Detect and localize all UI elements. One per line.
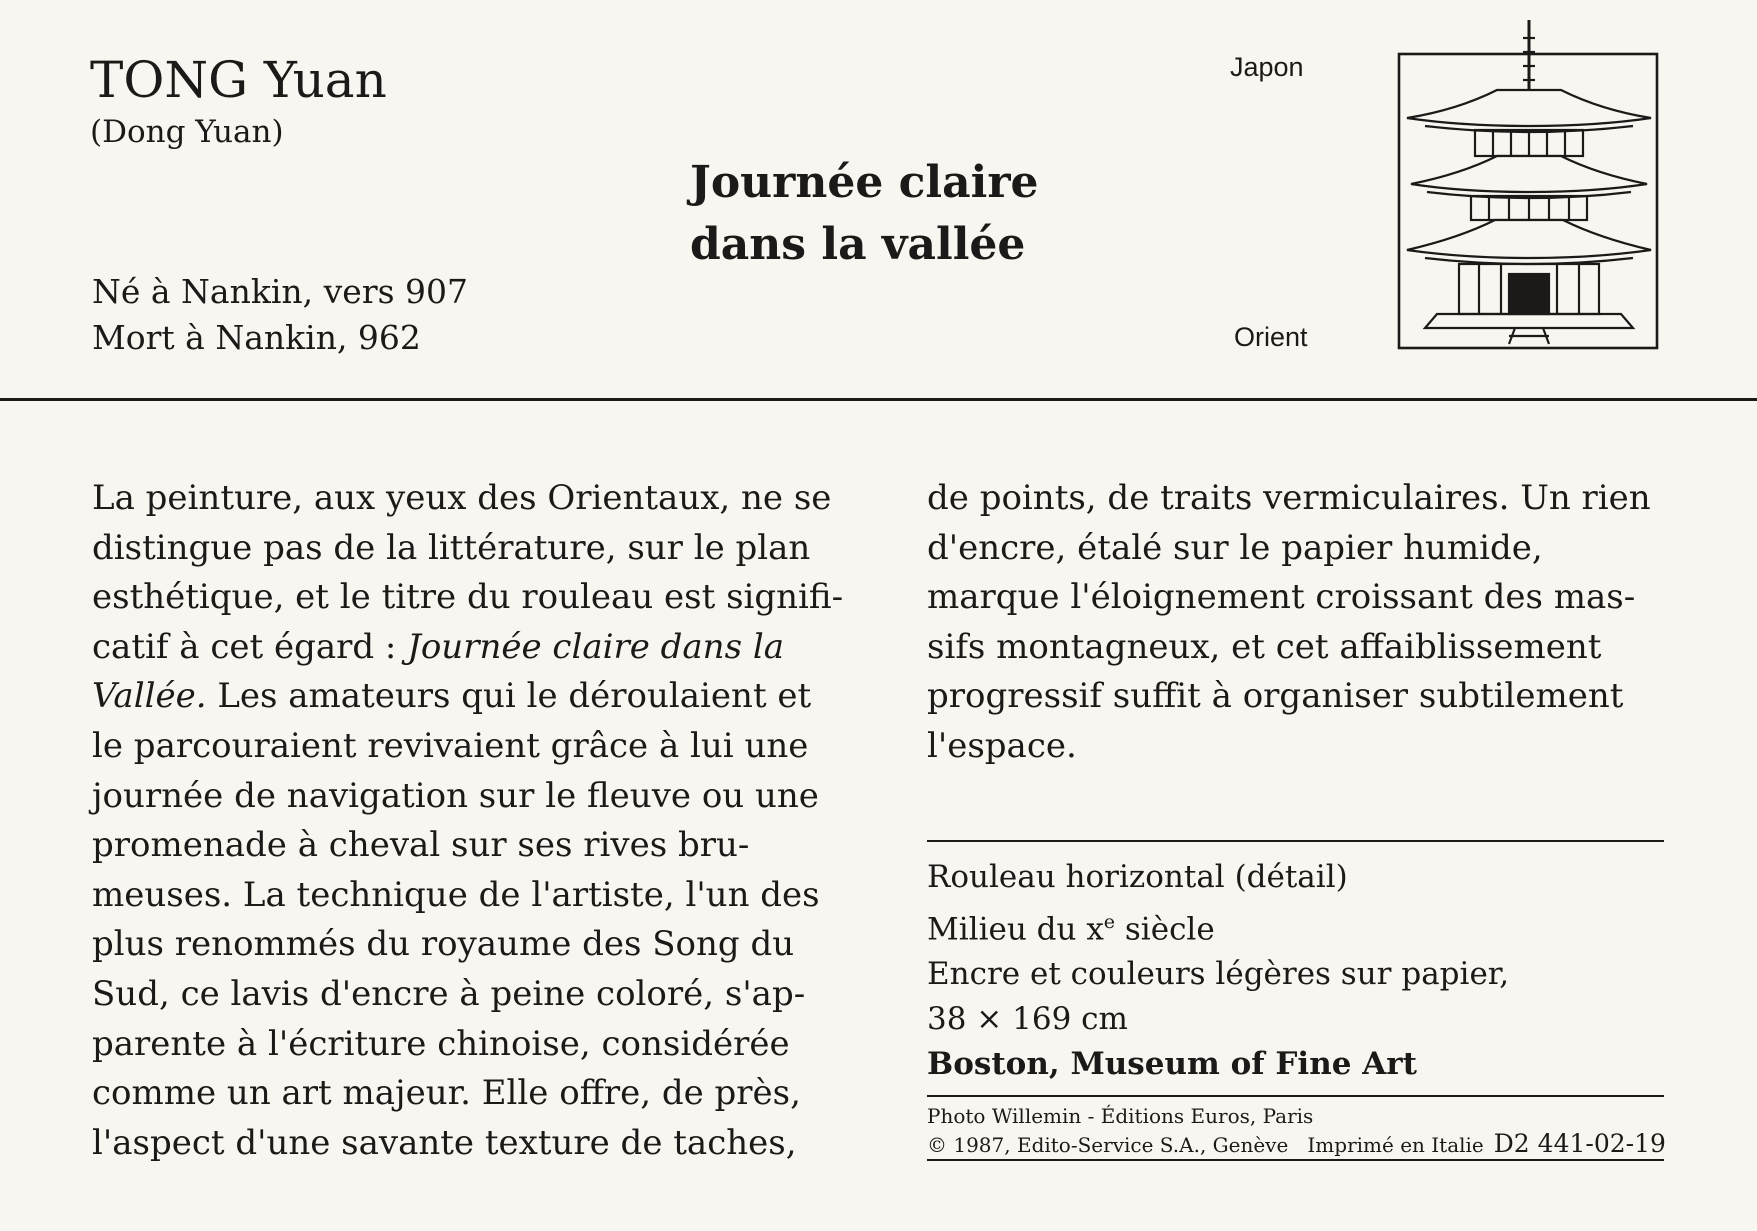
section-divider xyxy=(0,398,1757,401)
title-italic: Vallée. xyxy=(92,676,207,717)
caption-rule-bottom xyxy=(927,1159,1664,1161)
body-line: Sud, ce lavis d'encre à peine coloré, s'ap- xyxy=(92,973,806,1014)
body-line: journée de navigation sur le fleuve ou une xyxy=(92,775,819,816)
caption-dimensions: 38 × 169 cm xyxy=(927,1001,1128,1038)
pagoda-icon xyxy=(1397,18,1661,353)
artist-name: TONG Yuan xyxy=(90,51,387,109)
caption-museum: Boston, Museum of Fine Art xyxy=(927,1046,1417,1083)
caption-date-sup: e xyxy=(1103,911,1116,933)
body-line: La peinture, aux yeux des Orientaux, ne se xyxy=(92,478,832,518)
artwork-title xyxy=(690,152,1039,276)
body-text-plain: catif à cet égard : xyxy=(92,626,397,667)
body-line: plus renommés du royaume des Song du xyxy=(92,924,795,965)
body-line: l'espace. xyxy=(927,725,1077,766)
caption-date-post: siècle xyxy=(1115,911,1215,948)
body-line: distingue pas de la littérature, sur le plan xyxy=(92,527,811,568)
description-right-column xyxy=(927,474,1664,772)
body-line: meuses. La technique de l'artiste, l'un des xyxy=(92,874,820,915)
card-code: D2 441-02-19 xyxy=(1493,1129,1666,1158)
title-line-2: dans la vallée xyxy=(690,219,1026,270)
caption-date-pre: Milieu du x xyxy=(927,911,1104,948)
caption-rule-mid xyxy=(927,1095,1664,1097)
body-line xyxy=(92,623,844,673)
printed-in: Imprimé en Italie xyxy=(1307,1133,1484,1157)
body-line: esthétique, et le titre du rouleau est signifi- xyxy=(92,577,844,618)
body-line: l'aspect d'une savante texture de taches, xyxy=(92,1122,797,1163)
title-italic: Journée claire dans la xyxy=(407,626,784,667)
caption-rule-top xyxy=(927,840,1664,842)
title-line-1: Journée claire xyxy=(690,157,1039,208)
body-line: comme un art majeur. Elle offre, de près, xyxy=(92,1073,801,1114)
caption-materials: Encre et couleurs légères sur papier, xyxy=(927,956,1510,993)
body-line: le parcouraient revivaient grâce à lui une xyxy=(92,725,809,766)
body-line: progressif suffit à organiser subtilement xyxy=(927,676,1624,717)
body-line xyxy=(92,672,844,722)
artist-alt-name: (Dong Yuan) xyxy=(90,114,284,150)
body-text-plain: Les amateurs qui le déroulaient et xyxy=(217,676,812,717)
region-label-japon: Japon xyxy=(1230,52,1304,82)
body-line: promenade à cheval sur ses rives bru- xyxy=(92,825,750,866)
body-line: de points, de traits vermiculaires. Un rien xyxy=(927,478,1651,518)
artwork-caption xyxy=(927,855,1509,1087)
publisher-credits xyxy=(927,1102,1666,1159)
birth-info: Né à Nankin, vers 907 xyxy=(92,272,469,311)
copyright-line xyxy=(927,1130,1666,1159)
body-line: parente à l'écriture chinoise, considérée xyxy=(92,1023,790,1064)
caption-medium-type: Rouleau horizontal (détail) xyxy=(927,859,1348,895)
death-info: Mort à Nankin, 962 xyxy=(92,318,421,357)
region-label-orient: Orient xyxy=(1234,322,1308,352)
body-line: sifs montagneux, et cet affaiblissement xyxy=(927,626,1602,667)
body-line: marque l'éloignement croissant des mas- xyxy=(927,577,1636,618)
photo-credit: Photo Willemin - Éditions Euros, Paris xyxy=(927,1104,1314,1128)
copyright-text: © 1987, Edito-Service S.A., Genève xyxy=(927,1133,1289,1157)
description-left-column xyxy=(92,474,844,1168)
caption-date xyxy=(927,900,1509,952)
body-line: d'encre, étalé sur le papier humide, xyxy=(927,527,1543,568)
